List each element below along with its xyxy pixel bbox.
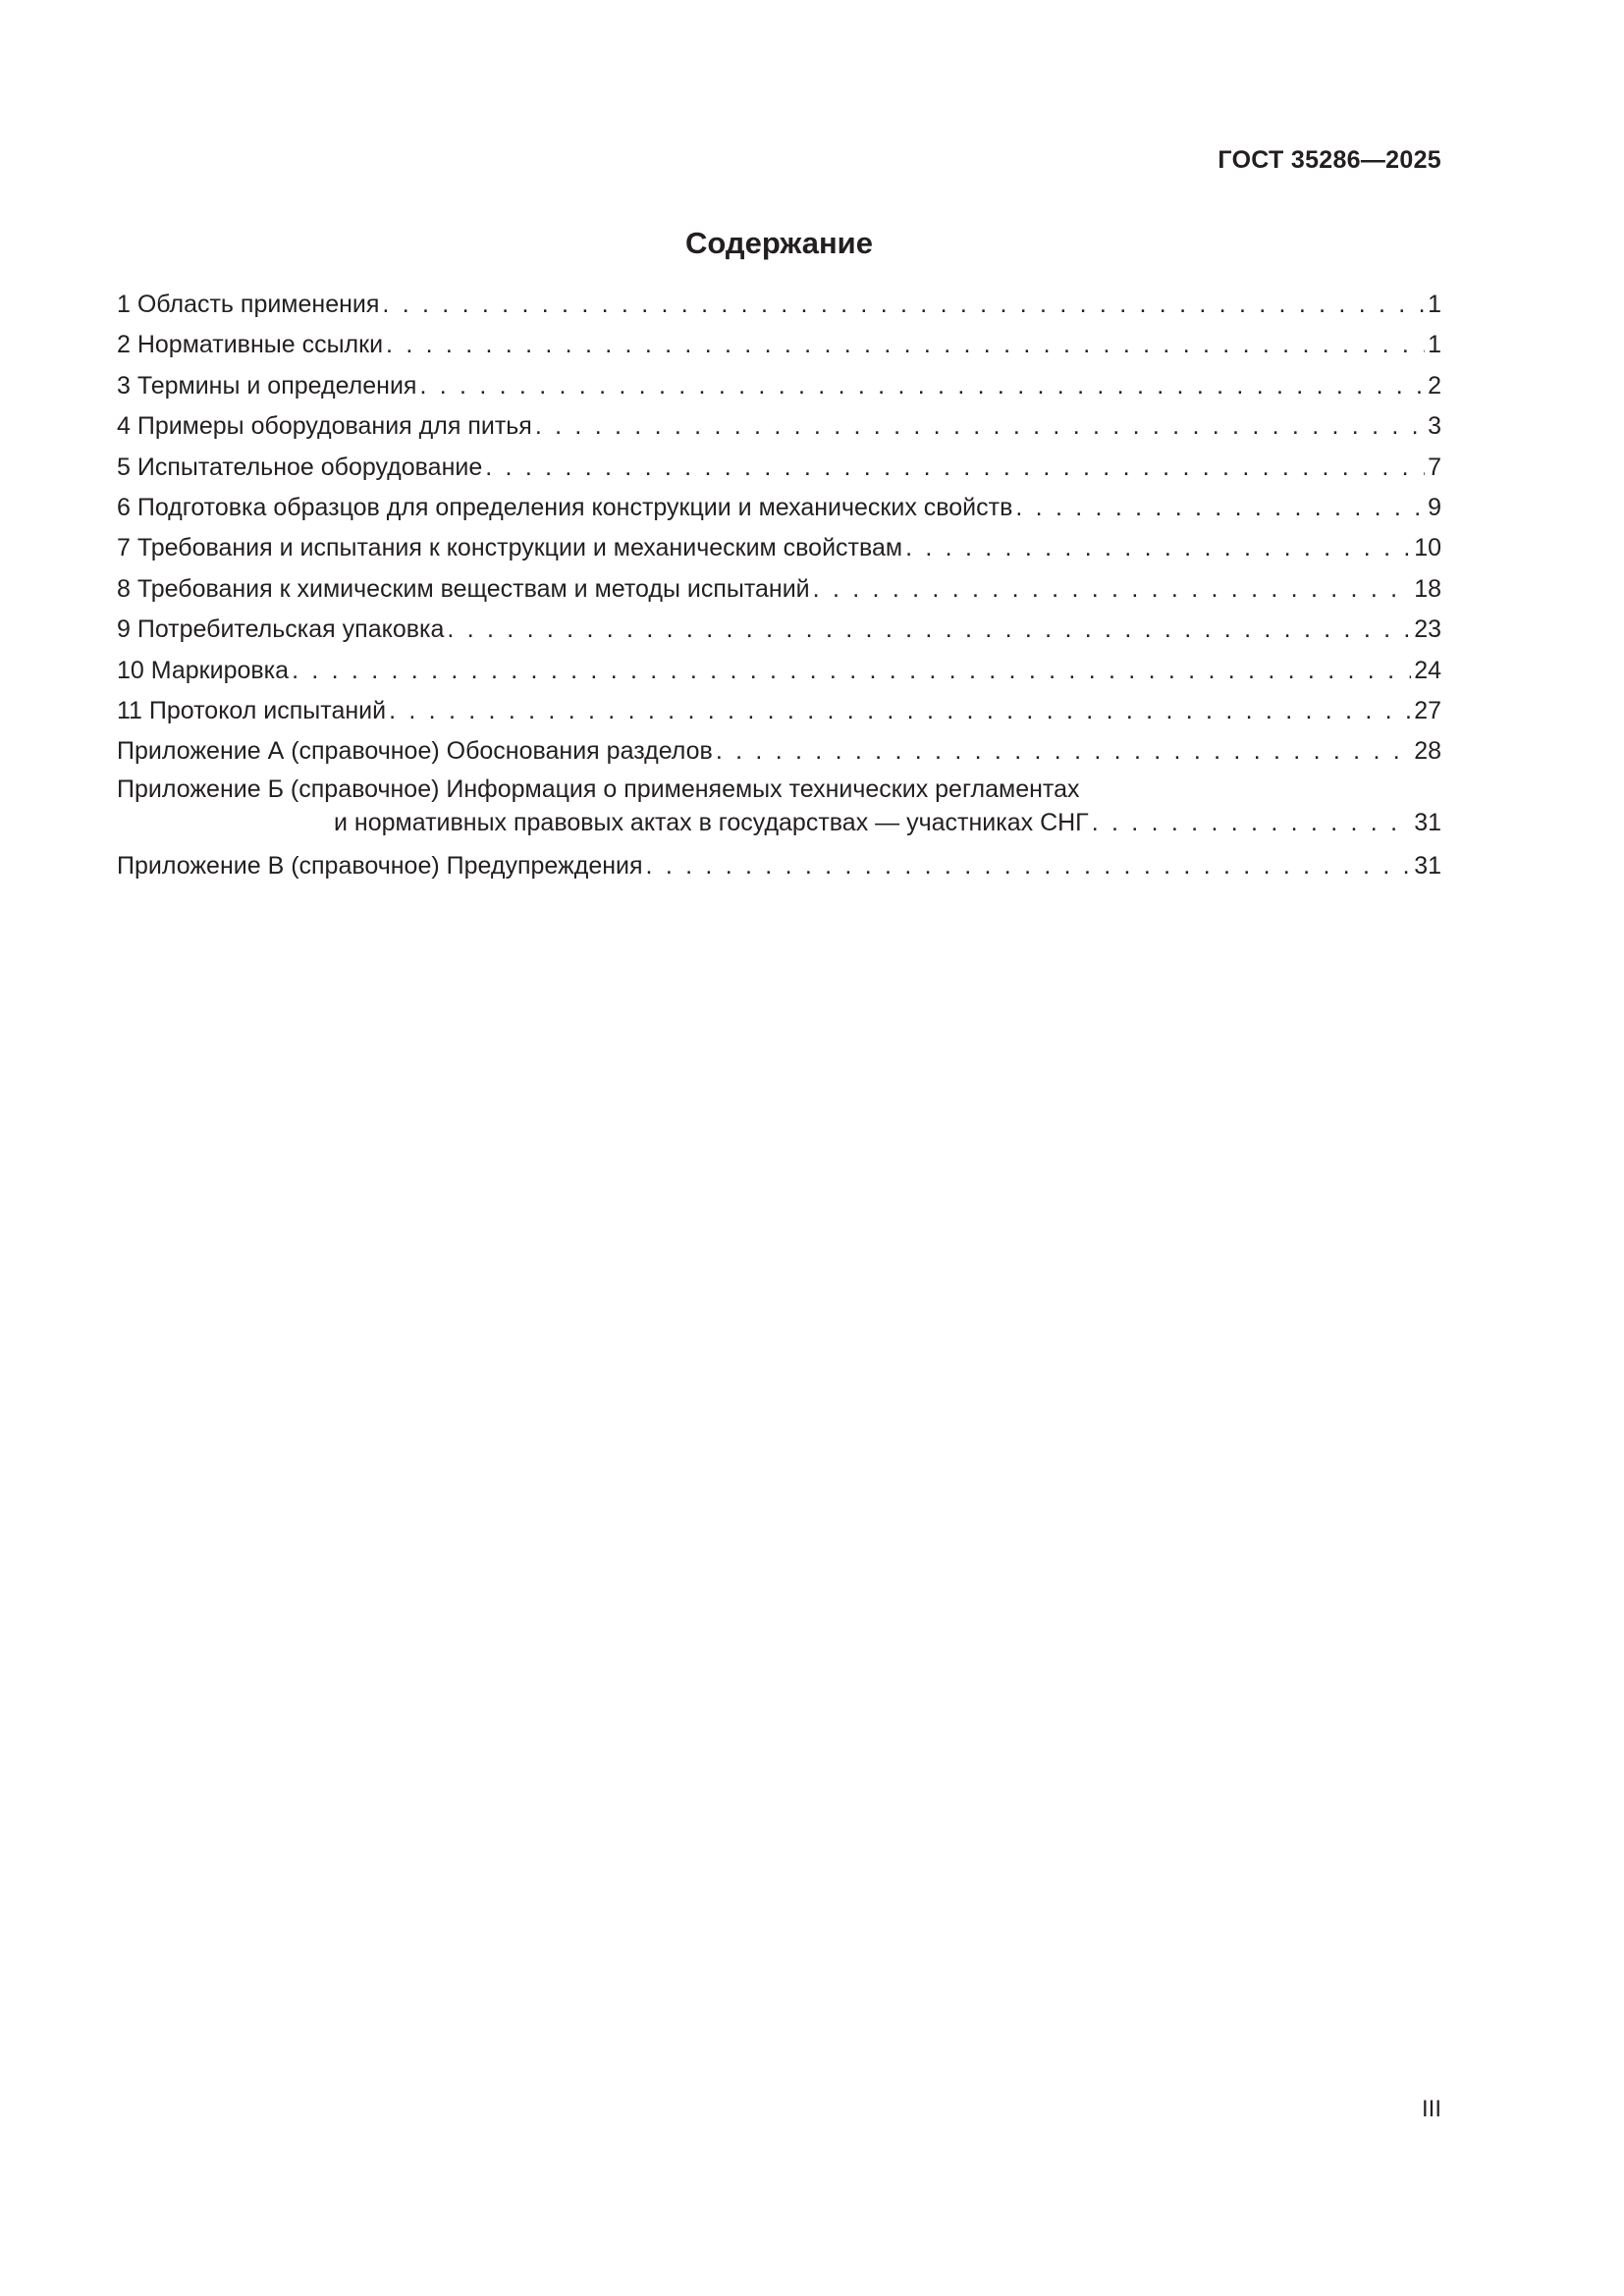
dot-leader bbox=[389, 691, 1411, 731]
toc-entry-title: 11 Протокол испытаний bbox=[117, 696, 387, 724]
toc-entry-page: 28 bbox=[1414, 737, 1441, 766]
dot-leader bbox=[386, 325, 1425, 365]
toc-entry-page: 24 bbox=[1414, 656, 1441, 684]
dot-leader bbox=[716, 731, 1411, 772]
dot-leader bbox=[535, 406, 1425, 447]
toc-entry-page: 2 bbox=[1428, 371, 1441, 400]
toc-entry-page: 1 bbox=[1428, 291, 1441, 318]
toc-entry-1[interactable] bbox=[117, 285, 1441, 325]
toc-entry-page: 10 bbox=[1414, 534, 1441, 562]
toc-entry-page: 3 bbox=[1428, 412, 1441, 441]
toc-entry-3[interactable] bbox=[117, 366, 1441, 406]
dot-leader bbox=[813, 569, 1412, 610]
toc-entry-appendix-v[interactable] bbox=[117, 846, 1441, 886]
toc-entry-page: 9 bbox=[1428, 493, 1441, 521]
dot-leader bbox=[905, 528, 1411, 568]
dot-leader bbox=[382, 285, 1425, 325]
toc-entry-appendix-a[interactable] bbox=[117, 731, 1441, 772]
toc-entry-title: Приложение В (справочное) Предупреждения bbox=[117, 851, 643, 880]
table-of-contents bbox=[117, 285, 1441, 886]
toc-entry-10[interactable] bbox=[117, 651, 1441, 691]
dot-leader bbox=[419, 366, 1425, 406]
toc-entry-page: 1 bbox=[1428, 331, 1441, 359]
toc-entry-title: 6 Подготовка образцов для определения конструкции и механических свойств bbox=[117, 493, 1013, 521]
toc-entry-5[interactable] bbox=[117, 448, 1441, 488]
toc-entry-title-continuation: и нормативных правовых актах в государствах — участниках СНГ bbox=[334, 808, 1089, 836]
toc-entry-page: 7 bbox=[1428, 453, 1441, 481]
toc-entry-title: Приложение Б (справочное) Информация о применяемых технических регламентах bbox=[117, 774, 1080, 803]
toc-entry-page: 18 bbox=[1414, 574, 1441, 603]
dot-leader bbox=[1015, 488, 1425, 528]
toc-entry-8[interactable] bbox=[117, 569, 1441, 610]
dot-leader bbox=[646, 846, 1412, 886]
toc-entry-title: 8 Требования к химическим веществам и методы испытаний bbox=[117, 574, 810, 603]
toc-entry-2[interactable] bbox=[117, 325, 1441, 365]
toc-entry-page: 27 bbox=[1414, 696, 1441, 724]
dot-leader bbox=[1092, 806, 1411, 839]
toc-entry-11[interactable] bbox=[117, 691, 1441, 731]
toc-entry-title: 3 Термины и определения bbox=[117, 371, 417, 400]
toc-entry-title: Приложение А (справочное) Обоснования разделов bbox=[117, 737, 713, 766]
toc-entry-4[interactable] bbox=[117, 406, 1441, 447]
page-number: III bbox=[1421, 2096, 1441, 2122]
toc-entry-title: 2 Нормативные ссылки bbox=[117, 331, 384, 359]
toc-entry-title: 10 Маркировка bbox=[117, 656, 290, 684]
document-code: ГОСТ 35286—2025 bbox=[1218, 146, 1441, 174]
toc-entry-title: 4 Примеры оборудования для питья bbox=[117, 412, 532, 441]
toc-heading: Содержание bbox=[685, 226, 873, 260]
dot-leader bbox=[485, 448, 1425, 488]
dot-leader bbox=[447, 610, 1411, 650]
toc-entry-6[interactable] bbox=[117, 488, 1441, 528]
dot-leader bbox=[292, 651, 1411, 691]
toc-entry-title: 7 Требования и испытания к конструкции и механическим свойствам bbox=[117, 534, 903, 562]
toc-entry-7[interactable] bbox=[117, 528, 1441, 568]
toc-entry-page: 31 bbox=[1414, 808, 1441, 836]
toc-entry-9[interactable] bbox=[117, 610, 1441, 650]
toc-entry-title: 1 Область применения bbox=[117, 291, 380, 318]
toc-entry-title: 5 Испытательное оборудование bbox=[117, 453, 483, 481]
toc-entry-title: 9 Потребительская упаковка bbox=[117, 615, 445, 644]
toc-entry-page: 23 bbox=[1414, 615, 1441, 644]
toc-entry-appendix-b[interactable] bbox=[117, 773, 1441, 846]
toc-entry-page: 31 bbox=[1414, 851, 1441, 880]
